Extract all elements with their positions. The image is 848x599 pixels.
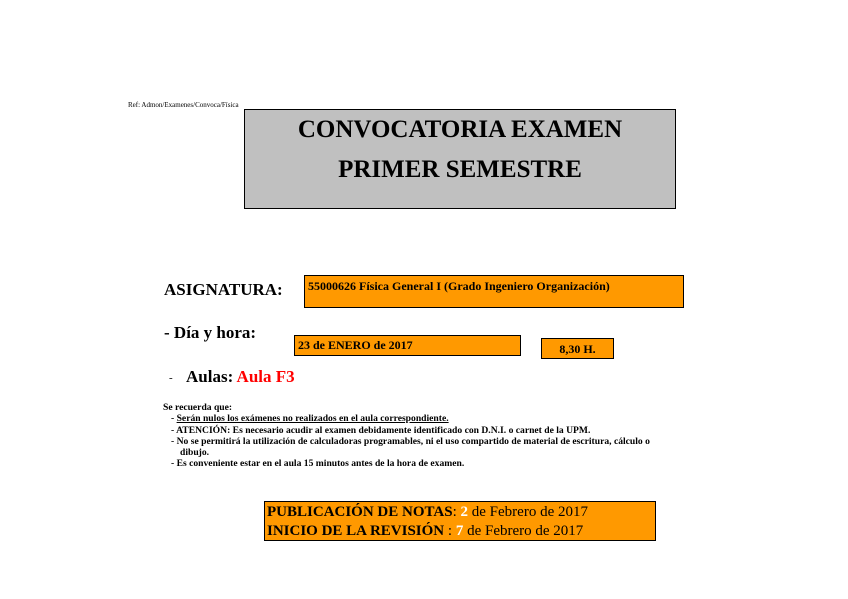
subject-label: ASIGNATURA: [164, 280, 283, 299]
subject-value-box: 55000626 Física General I (Grado Ingeniero Organización) [304, 275, 684, 308]
title-line-1: CONVOCATORIA EXAMEN [297, 116, 623, 143]
review-label: INICIO DE LA REVISIÓN [267, 523, 445, 539]
note-item-continuation: dibujo. [180, 447, 210, 459]
rooms-value: Aula F3 [236, 367, 295, 386]
note-text: No se permitirá la utilización de calculadoras programables, ni el uso compartido de material de escritura, cálculo o [176, 435, 650, 447]
reference-text: Ref: Admon/Examenes/Convoca/Física [128, 101, 239, 109]
reminder-notes [163, 402, 803, 470]
note-text: ATENCIÓN: Es necesario acudir al examen debidamente identificado con D.N.I. o carnet de la UPM. [176, 424, 591, 436]
note-item: - ATENCIÓN: Es necesario acudir al examen debidamente identificado con D.N.I. o carnet de la UPM. [171, 424, 591, 436]
note-item: - No se permitirá la utilización de calculadoras programables, ni el uso compartido de material de escritura, cálculo o [171, 435, 650, 447]
notes-intro: Se recuerda que: [163, 402, 233, 413]
rooms-line [186, 367, 295, 387]
review-date-rest: de Febrero de 2017 [467, 523, 584, 539]
time-box: 8,30 H. [541, 338, 614, 359]
note-text: Es conveniente estar en el aula 15 minutos antes de la hora de examen. [176, 458, 465, 470]
rooms-label: Aulas: [186, 367, 234, 386]
grades-date-rest: de Febrero de 2017 [471, 504, 588, 520]
date-box: 23 de ENERO de 2017 [294, 335, 521, 356]
note-text: Serán nulos los exámenes no realizados en el aula correspondiente. [176, 413, 449, 425]
grades-label: PUBLICACIÓN DE NOTAS [267, 504, 453, 520]
review-day: 7 [455, 523, 464, 539]
title-box [244, 109, 676, 209]
note-item: - Es conveniente estar en el aula 15 minutos antes de la hora de examen. [171, 458, 465, 470]
grades-day: 2 [460, 504, 469, 520]
note-item: - Serán nulos los exámenes no realizados en el aula correspondiente. [171, 413, 449, 425]
publication-box [264, 501, 656, 541]
title-line-2: PRIMER SEMESTRE [338, 156, 582, 183]
review-start-line: INICIO DE LA REVISIÓN : 7 de Febrero de 2017 [267, 523, 584, 539]
rooms-dash: - [169, 372, 173, 384]
schedule-label: - Día y hora: [164, 323, 257, 342]
grades-publication-line: PUBLICACIÓN DE NOTAS: 2 de Febrero de 2017 [267, 504, 588, 520]
